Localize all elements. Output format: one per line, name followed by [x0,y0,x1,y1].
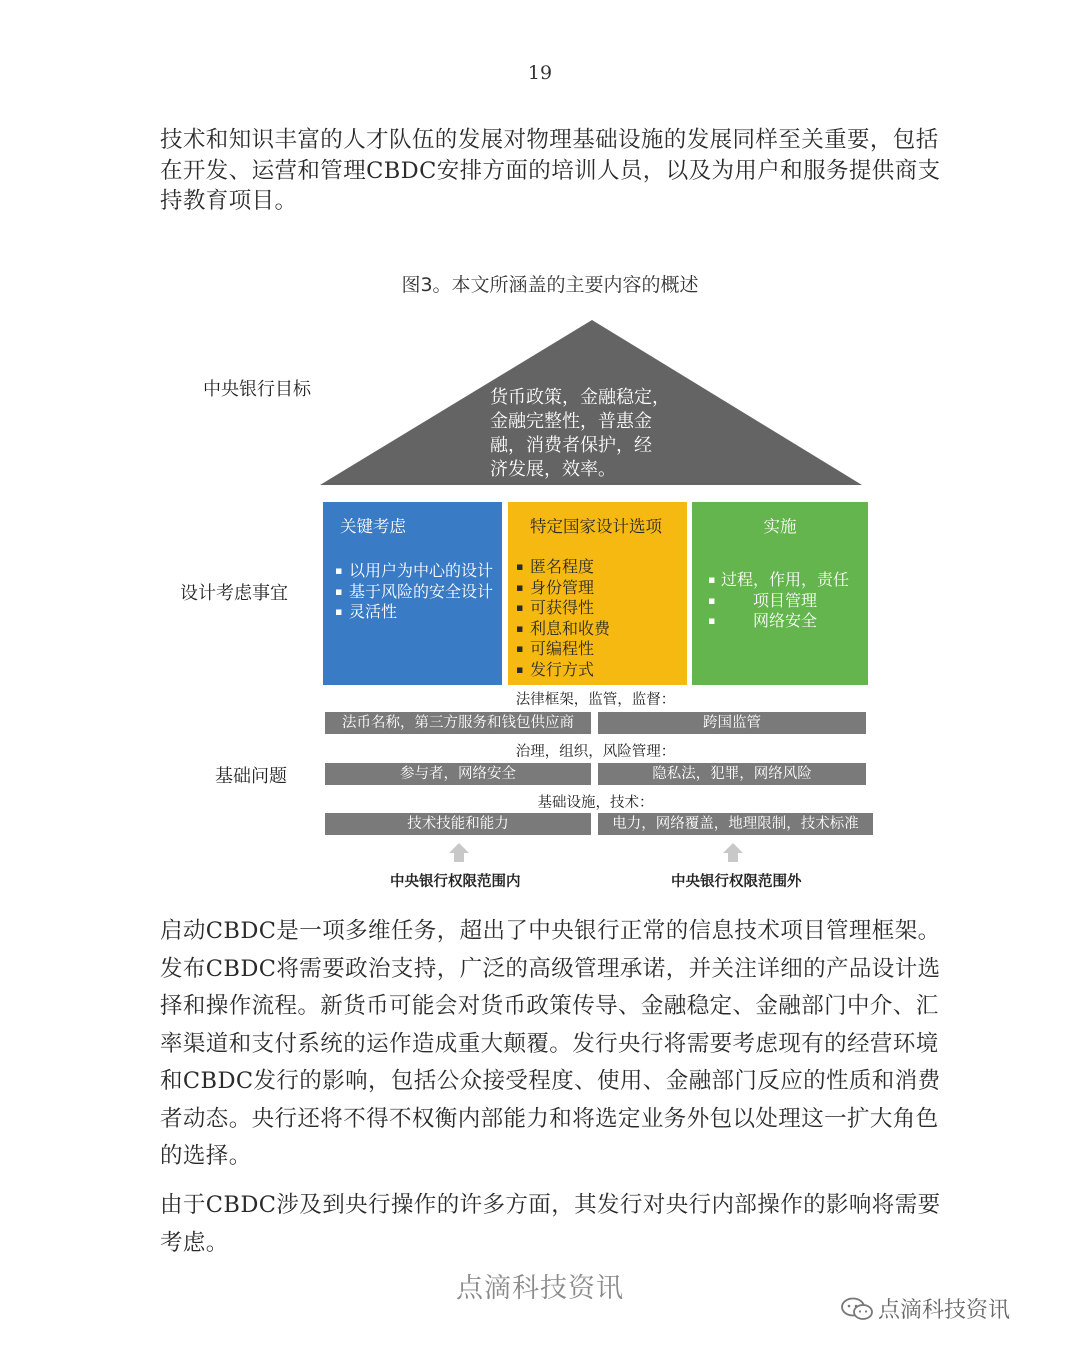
figure-title: 图3。本文所涵盖的主要内容的概述 [401,274,699,296]
page-number: 19 [527,62,553,84]
paragraph-launch: 启动CBDC是一项多维任务，超出了中央银行正常的信息技术项目管理框架。发布CBDC将需要政治支持，广泛的高级管理承诺，并关注详细的产品设计选择和操作流程。新货币可能会对货币政策传导、金融稳定、金融部门中介、汇率渠道和支付系统的运作造成重大颠覆。发行央行将需要考虑现有的经营环境和CBDC发行的影响，包括公众接受程度、使用、金融部门反应的性质和消费者动态。央行还将不得不权衡内部能力和将选定业务外包以处理这一扩大角色的选择。 [160,918,941,1169]
list-item: ▪ 利息和收费 [516,619,681,640]
list-item: ▪ 以用户为中心的设计 [335,561,495,582]
roof-line: 金融完整性，普惠金 [490,411,652,432]
roof-line: 济发展，效率。 [490,459,616,480]
bar-legal-left: 法币名称，第三方服务和钱包供应商 [325,712,591,734]
row-label-goals: 中央银行目标 [203,379,311,400]
column-key-considerations [323,502,502,685]
wechat-icon [840,1297,874,1321]
scope-inside-label: 中央银行权限范围内 [390,874,521,890]
list-item: ▪ 灵活性 [335,602,495,623]
footer-watermark: 点滴科技资讯 [456,1273,624,1304]
roof-text [490,386,690,482]
paragraph-intro: 技术和知识丰富的人才队伍的发展对物理基础设施的发展同样至关重要，包括在开发、运营和管理CBDC安排方面的培训人员，以及为用户和服务提供商支持教育项目。 [160,127,941,214]
scope-outside-label: 中央银行权限范围外 [671,874,802,890]
column-list [516,557,681,680]
band-label-legal: 法律框架，监管，监督： [515,692,676,708]
bar-governance-left: 参与者，网络安全 [325,763,591,785]
column-heading: 实施 [763,517,797,536]
list-item: ▪ 身份管理 [516,578,681,599]
bar-infra-right: 电力，网络覆盖，地理限制，技术标准 [598,813,873,835]
band-label-infra: 基础设施，技术： [537,795,654,811]
list-item: ▪ 可获得性 [516,598,681,619]
paragraph-impact: 由于CBDC涉及到央行操作的许多方面，其发行对央行内部操作的影响将需要考虑。 [160,1192,941,1256]
bar-legal-right: 跨国监管 [598,712,866,734]
column-list [720,570,850,632]
column-implementation [692,502,868,685]
arrow-up-icon [723,843,743,862]
column-list [335,561,495,623]
roof-line: 货币政策，金融稳定， [490,387,670,408]
list-item: ▪ 过程，作用，责任 [720,570,850,591]
list-item: ▪ 基于风险的安全设计 [335,582,495,603]
list-item: ▪ 项目管理 [720,591,850,612]
column-heading: 关键考虑 [340,517,406,536]
list-item: ▪ 网络安全 [720,611,850,632]
wechat-watermark [840,1293,1010,1324]
list-item: ▪ 匿名程度 [516,557,681,578]
arrow-up-icon [449,843,469,862]
list-item: ▪ 发行方式 [516,660,681,681]
bar-infra-left: 技术技能和能力 [325,813,591,835]
bar-governance-right: 隐私法，犯罪，网络风险 [598,763,866,785]
row-label-design: 设计考虑事宜 [180,583,288,604]
band-label-governance: 治理，组织，风险管理： [515,744,676,760]
row-label-foundation: 基础问题 [215,766,287,787]
roof-line: 融，消费者保护，经 [490,435,652,456]
column-heading: 特定国家设计选项 [530,517,662,536]
wechat-account-name: 点滴科技资讯 [878,1298,1011,1323]
list-item: ▪ 可编程性 [516,639,681,660]
column-country-options [508,502,687,685]
